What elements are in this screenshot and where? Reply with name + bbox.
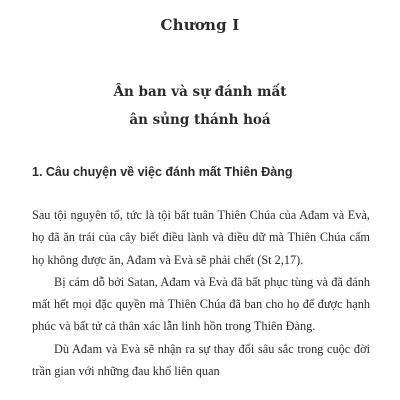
chapter-heading: Chương I [160, 16, 240, 34]
body-text [32, 204, 370, 382]
chapter-title-line-1: Ân ban và sự đánh mất [113, 84, 287, 100]
paragraph-1: Sau tội nguyên tổ, tức là tội bất tuân Thiên Chúa của Ađam và Evà, họ đã ăn trái của cây biết điều lành và điều dữ mà Thiên Chúa cấm họ không được ăn, Ađam và Evà sẽ phải chết (St 2,17). [32, 208, 370, 267]
paragraph-2: Bị cám dỗ bởi Satan, Ađam và Evà đã bất phục tùng và đã đánh mất hết mọi đặc quyền mà Thiên Chúa đã ban cho họ để được hạnh phúc và bất tử cả thân xác lẫn linh hồn trong Thiên Đàng. [32, 274, 370, 334]
chapter-title [0, 78, 400, 134]
section-heading: 1. Câu chuyện về việc đánh mất Thiên Đàng [32, 165, 293, 179]
paragraph-3: Dù Ađam và Evà sẽ nhận ra sự thay đổi sâu sắc trong cuộc đời trần gian với những đau khổ liên quan [32, 341, 370, 379]
chapter-title-line-2: ân sủng thánh hoá [129, 112, 271, 128]
